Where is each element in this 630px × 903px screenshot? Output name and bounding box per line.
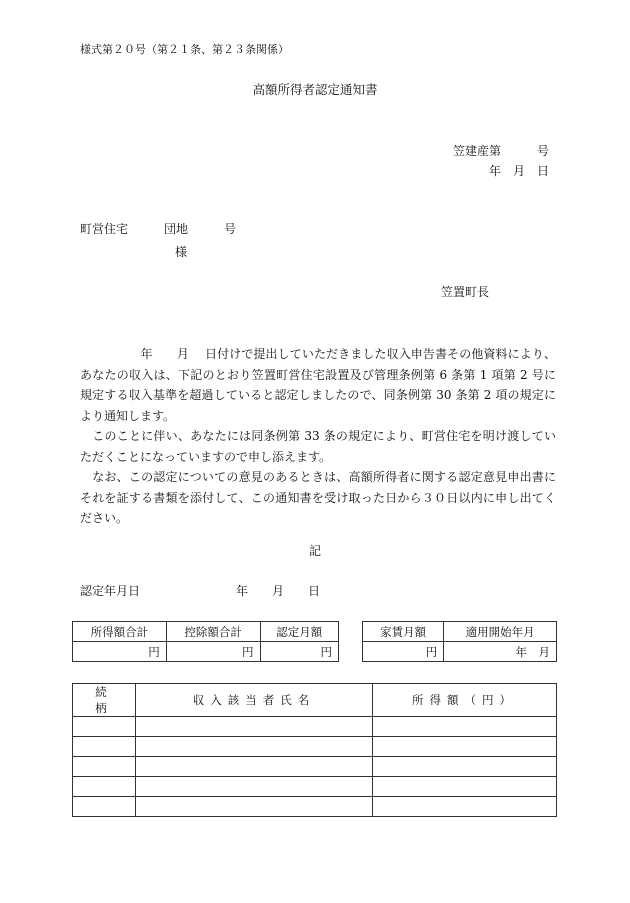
rent-table <box>362 621 557 662</box>
header-income-amount: 所得額（円） <box>373 684 557 717</box>
table-row <box>73 777 557 797</box>
document-title: 高額所得者認定通知書 <box>252 82 378 97</box>
certification-date: 認定年月日 年 月 日 <box>80 584 321 598</box>
relationship-cell <box>73 757 136 777</box>
document-date: 年 月 日 <box>488 164 549 178</box>
issuer-name: 笠置町長 <box>440 285 489 299</box>
record-heading: 記 <box>308 544 321 558</box>
income-cell <box>373 777 557 797</box>
income-total-cell: 円 <box>73 642 167 662</box>
income-cell <box>373 737 557 757</box>
certified-monthly-cell: 円 <box>260 642 339 662</box>
deduction-total-cell: 円 <box>166 642 260 662</box>
document-number: 笠建産第 号 <box>452 144 549 158</box>
header-relationship: 続 柄 <box>73 684 136 717</box>
relationship-cell <box>73 737 136 757</box>
income-cell <box>373 717 557 737</box>
addressee-honorific: 様 <box>175 245 188 259</box>
table-row <box>73 717 557 737</box>
amount-table <box>72 621 339 662</box>
name-cell <box>136 777 373 797</box>
table-row <box>73 737 557 757</box>
monthly-rent-cell: 円 <box>363 642 444 662</box>
income-cell <box>373 797 557 817</box>
relationship-cell <box>73 717 136 737</box>
body-paragraph-1: 年 月 日付けで提出していただきました収入申告書その他資料により、あなたの収入は、下記のとおり笠置町営住宅設置及び管理条例第 6 条第 1 項第 2 号に規定する収入基準を超過していると認定しましたので、同条例第 30 条第 2 項の規定により通知します。 <box>80 347 556 423</box>
table-row <box>73 757 557 777</box>
header-certified-monthly: 認定月額 <box>260 622 339 642</box>
income-cell <box>373 757 557 777</box>
household-table <box>72 683 557 817</box>
relationship-cell <box>73 777 136 797</box>
relationship-cell <box>73 797 136 817</box>
header-start-month: 適用開始年月 <box>444 622 557 642</box>
addressee-line: 町営住宅 団地 号 <box>80 222 237 236</box>
name-cell <box>136 797 373 817</box>
start-month-cell: 年 月 <box>444 642 557 662</box>
header-income-total: 所得額合計 <box>73 622 167 642</box>
header-earner-name: 収入該当者氏名 <box>136 684 373 717</box>
header-deduction-total: 控除額合計 <box>166 622 260 642</box>
form-number-label: 様式第２０号（第２１条、第２３条関係） <box>80 43 289 56</box>
name-cell <box>136 737 373 757</box>
name-cell <box>136 717 373 737</box>
name-cell <box>136 757 373 777</box>
header-monthly-rent: 家賃月額 <box>363 622 444 642</box>
body-paragraph-3: なお、この認定についての意見のあるときは、高額所得者に関する認定意見申出書にそれを証する書類を添付して、この通知書を受け取った日から３０日以内に申し出てください。 <box>80 470 556 525</box>
body-paragraph-2: このことに伴い、あなたには同条例第 33 条の規定により、町営住宅を明け渡していただくことになっていますので申し添えます。 <box>80 429 556 464</box>
table-row <box>73 797 557 817</box>
